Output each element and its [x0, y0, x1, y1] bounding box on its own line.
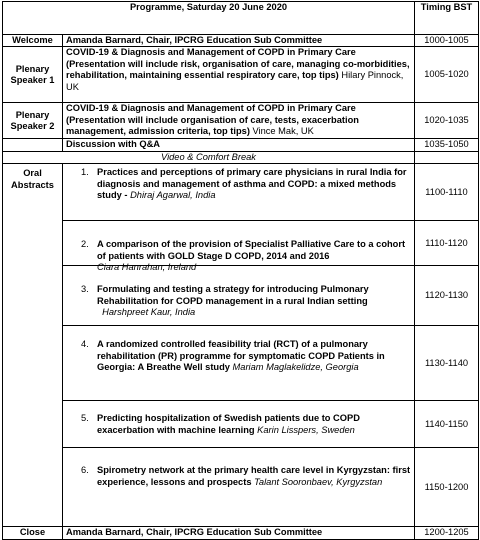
abstracts-times: [415, 164, 479, 527]
session-plenary-2: Plenary Speaker 2: [3, 103, 63, 139]
break-time-empty: [415, 151, 479, 163]
abstract-item: [63, 266, 414, 326]
break-row: [3, 151, 479, 163]
abstract-number: 1.: [81, 167, 89, 178]
session-plenary-1: Plenary Speaker 1: [3, 47, 63, 103]
abstract-item: [63, 401, 414, 448]
abstract-author: Dhiraj Agarwal, India: [130, 190, 216, 201]
programme-table: [2, 1, 479, 540]
close-row: [3, 527, 479, 539]
abstract-number: 2.: [81, 239, 89, 250]
session-welcome: Welcome: [3, 35, 63, 47]
welcome-time: 1000-1005: [415, 35, 479, 47]
abstract-time: 1130-1140: [415, 326, 478, 401]
abstract-title: Spirometry network at the primary health care level in Kyrgyzstan: first experience, lessons and prospects: [97, 465, 411, 487]
abstract-title: Formulating and testing a strategy for introducing Pulmonary Rehabilitation for COPD management in a rural Indian setting: [97, 284, 369, 306]
session-close: Close: [3, 527, 63, 539]
plenary1-title: COVID-19 & Diagnosis and Management of COPD in Primary Care (Presentation will include risk, organisation of care, managing co-morbidities, rehabilitation, maintaining essential respiratory care, top tips): [66, 47, 410, 81]
abstract-author: Ciara Hanrahan, Ireland: [97, 262, 197, 273]
plenary1-speaker: Hilary Pinnock, UK: [66, 70, 404, 92]
discussion-session-empty: [3, 139, 63, 151]
abstract-item: [63, 221, 414, 273]
abstract-author: Talant Sooronbaev, Kyrgyzstan: [254, 476, 383, 487]
plenary1-row: [3, 47, 479, 103]
abstract-item: [63, 164, 414, 221]
break-description: Video & Comfort Break: [3, 151, 415, 163]
abstract-item: [63, 448, 414, 526]
abstract-author: Harshpreet Kaur, India: [102, 307, 196, 318]
welcome-description: Amanda Barnard, Chair, IPCRG Education Sub Committee: [63, 35, 415, 47]
discussion-row: [3, 139, 479, 151]
abstract-time: 1140-1150: [415, 401, 478, 448]
plenary2-speaker: Vince Mak, UK: [252, 126, 314, 137]
abstract-title: Predicting hospitalization of Swedish patients due to COPD exacerbation with machine learning: [97, 413, 360, 435]
discussion-time: 1035-1050: [415, 139, 479, 151]
timing-header: Timing BST: [415, 2, 479, 35]
close-time: 1200-1205: [415, 527, 479, 539]
plenary2-title: COVID-19 & Diagnosis and Management of COPD in Primary Care (Presentation will include organisation of care, tests, exacerbation management, admission criteria, top tips): [66, 103, 359, 137]
discussion-description: Discussion with Q&A: [63, 139, 415, 151]
abstract-time: 1120-1130: [415, 266, 478, 326]
abstract-number: 5.: [81, 413, 89, 424]
session-oral-abstracts: Oral Abstracts: [3, 164, 63, 527]
close-description: Amanda Barnard, Chair, IPCRG Education Sub Committee: [63, 527, 415, 539]
abstract-author: Karin Lisspers, Sweden: [257, 424, 355, 435]
abstract-author: Mariam Maglakelidze, Georgia: [232, 362, 359, 373]
abstract-time: 1100-1110: [415, 164, 478, 221]
abstract-time: 1150-1200: [424, 481, 469, 492]
abstracts-row: [3, 164, 479, 527]
abstract-number: 3.: [81, 284, 89, 295]
header-row: [3, 2, 479, 35]
programme-title: Programme, Saturday 20 June 2020: [3, 2, 415, 35]
plenary2-time: 1020-1035: [415, 103, 479, 139]
abstract-number: 6.: [81, 465, 89, 476]
plenary2-description: [63, 103, 415, 139]
abstract-number: 4.: [81, 339, 89, 350]
plenary2-row: [3, 103, 479, 139]
abstract-title: Practices and perceptions of primary care physicians in rural India for diagnosis and management of asthma and COPD: a mixed methods study -: [97, 167, 407, 201]
plenary1-time: 1005-1020: [415, 47, 479, 103]
abstract-title: A comparison of the provision of Specialist Palliative Care to a cohort of patients with GOLD Stage D COPD, 2014 and 2016: [97, 239, 406, 261]
welcome-row: [3, 35, 479, 47]
plenary1-description: [63, 47, 415, 103]
abstracts-list: [63, 164, 415, 527]
abstract-time: 1110-1120: [415, 221, 478, 266]
abstract-item: [63, 326, 414, 401]
abstract-title: A randomized controlled feasibility trial (RCT) of a pulmonary rehabilitation (PR) programme for symptomatic COPD Patients in Georgia: A Breathe Well study: [97, 339, 385, 373]
